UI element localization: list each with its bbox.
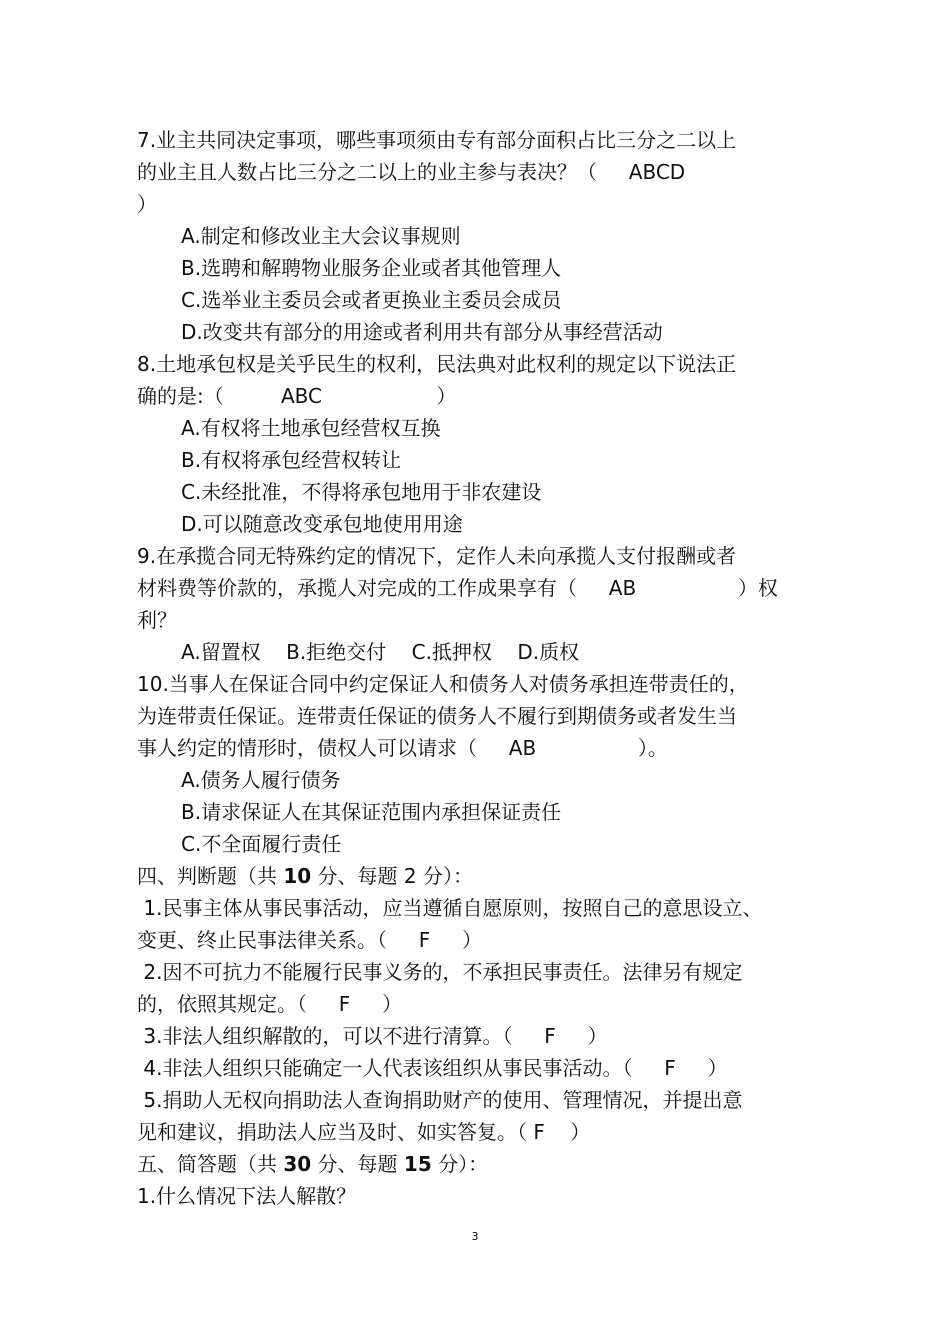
q9-line-3: 利？ bbox=[137, 608, 177, 632]
q7-line-3: ） bbox=[137, 192, 157, 216]
q7-option-d: D.改变共有部分的用途或者利用共有部分从事经营活动 bbox=[181, 320, 663, 344]
judgment-3: 3.非法人组织解散的，可以不进行清算。（ F ） bbox=[137, 1024, 608, 1048]
q8-line-2: 确的是:（ ABC ） bbox=[137, 384, 457, 408]
q9-options: A.留置权 B.拒绝交付 C.抵押权 D.质权 bbox=[181, 640, 580, 664]
q10-line-2: 为连带责任保证。连带责任保证的债务人不履行到期债务或者发生当 bbox=[137, 704, 737, 728]
section-4-total-score: 10 bbox=[283, 864, 312, 888]
q7-option-a: A.制定和修改业主大会议事规则 bbox=[181, 224, 461, 248]
section-5-each-score: 15 bbox=[403, 1152, 432, 1176]
q10-line-1: 10.当事人在保证合同中约定保证人和债务人对债务承担连带责任的， bbox=[137, 672, 749, 696]
section-5-heading bbox=[137, 1152, 488, 1176]
q8-option-d: D.可以随意改变承包地使用用途 bbox=[181, 512, 463, 536]
short-answer-1: 1.什么情况下法人解散？ bbox=[137, 1184, 357, 1208]
section-4-prefix: 四、判断题（共 bbox=[137, 864, 284, 888]
q8-line-1: 8.土地承包权是关乎民生的权利，民法典对此权利的规定以下说法正 bbox=[137, 352, 737, 376]
q9-line-2: 材料费等价款的，承揽人对完成的工作成果享有（ AB ）权 bbox=[137, 576, 778, 600]
section-5-total-score: 30 bbox=[283, 1152, 312, 1176]
section-5-prefix: 五、简答题（共 bbox=[137, 1152, 284, 1176]
judgment-2-line-2: 的，依照其规定。（ F ） bbox=[137, 992, 403, 1016]
section-5-mid: 分、每题 bbox=[311, 1152, 404, 1176]
page-number: 3 bbox=[471, 1230, 479, 1243]
judgment-1-line-1: 1.民事主体从事民事活动，应当遵循自愿原则，按照自己的意思设立、 bbox=[137, 896, 763, 920]
q7-option-b: B.选聘和解聘物业服务企业或者其他管理人 bbox=[181, 256, 562, 280]
judgment-5-line-2: 见和建议，捐助法人应当及时、如实答复。（ F ） bbox=[137, 1120, 591, 1144]
q7-option-c: C.选举业主委员会或者更换业主委员会成员 bbox=[181, 288, 562, 312]
q10-option-c: C.不全面履行责任 bbox=[181, 832, 342, 856]
judgment-5-line-1: 5.捐助人无权向捐助法人查询捐助财产的使用、管理情况，并提出意 bbox=[137, 1088, 743, 1112]
section-5-suffix: 分）： bbox=[431, 1152, 489, 1176]
q7-line-1: 7.业主共同决定事项，哪些事项须由专有部分面积占比三分之二以上 bbox=[137, 128, 737, 152]
q10-line-3: 事人约定的情形时，债权人可以请求（ AB ）。 bbox=[137, 736, 668, 760]
q9-line-1: 9.在承揽合同无特殊约定的情况下，定作人未向承揽人支付报酬或者 bbox=[137, 544, 737, 568]
judgment-4: 4.非法人组织只能确定一人代表该组织从事民事活动。（ F ） bbox=[137, 1056, 728, 1080]
section-4-heading bbox=[137, 864, 473, 888]
q10-option-a: A.债务人履行债务 bbox=[181, 768, 341, 792]
judgment-1-line-2: 变更、终止民事法律关系。（ F ） bbox=[137, 928, 483, 952]
judgment-2-line-1: 2.因不可抗力不能履行民事义务的，不承担民事责任。法律另有规定 bbox=[137, 960, 743, 984]
q8-option-a: A.有权将土地承包经营权互换 bbox=[181, 416, 441, 440]
q8-option-c: C.未经批准，不得将承包地用于非农建设 bbox=[181, 480, 542, 504]
q7-line-2: 的业主且人数占比三分之二以上的业主参与表决？（ ABCD bbox=[137, 160, 686, 184]
q8-option-b: B.有权将承包经营权转让 bbox=[181, 448, 402, 472]
q10-option-b: B.请求保证人在其保证范围内承担保证责任 bbox=[181, 800, 562, 824]
section-4-rest: 分、每题 2 分）： bbox=[311, 864, 473, 888]
